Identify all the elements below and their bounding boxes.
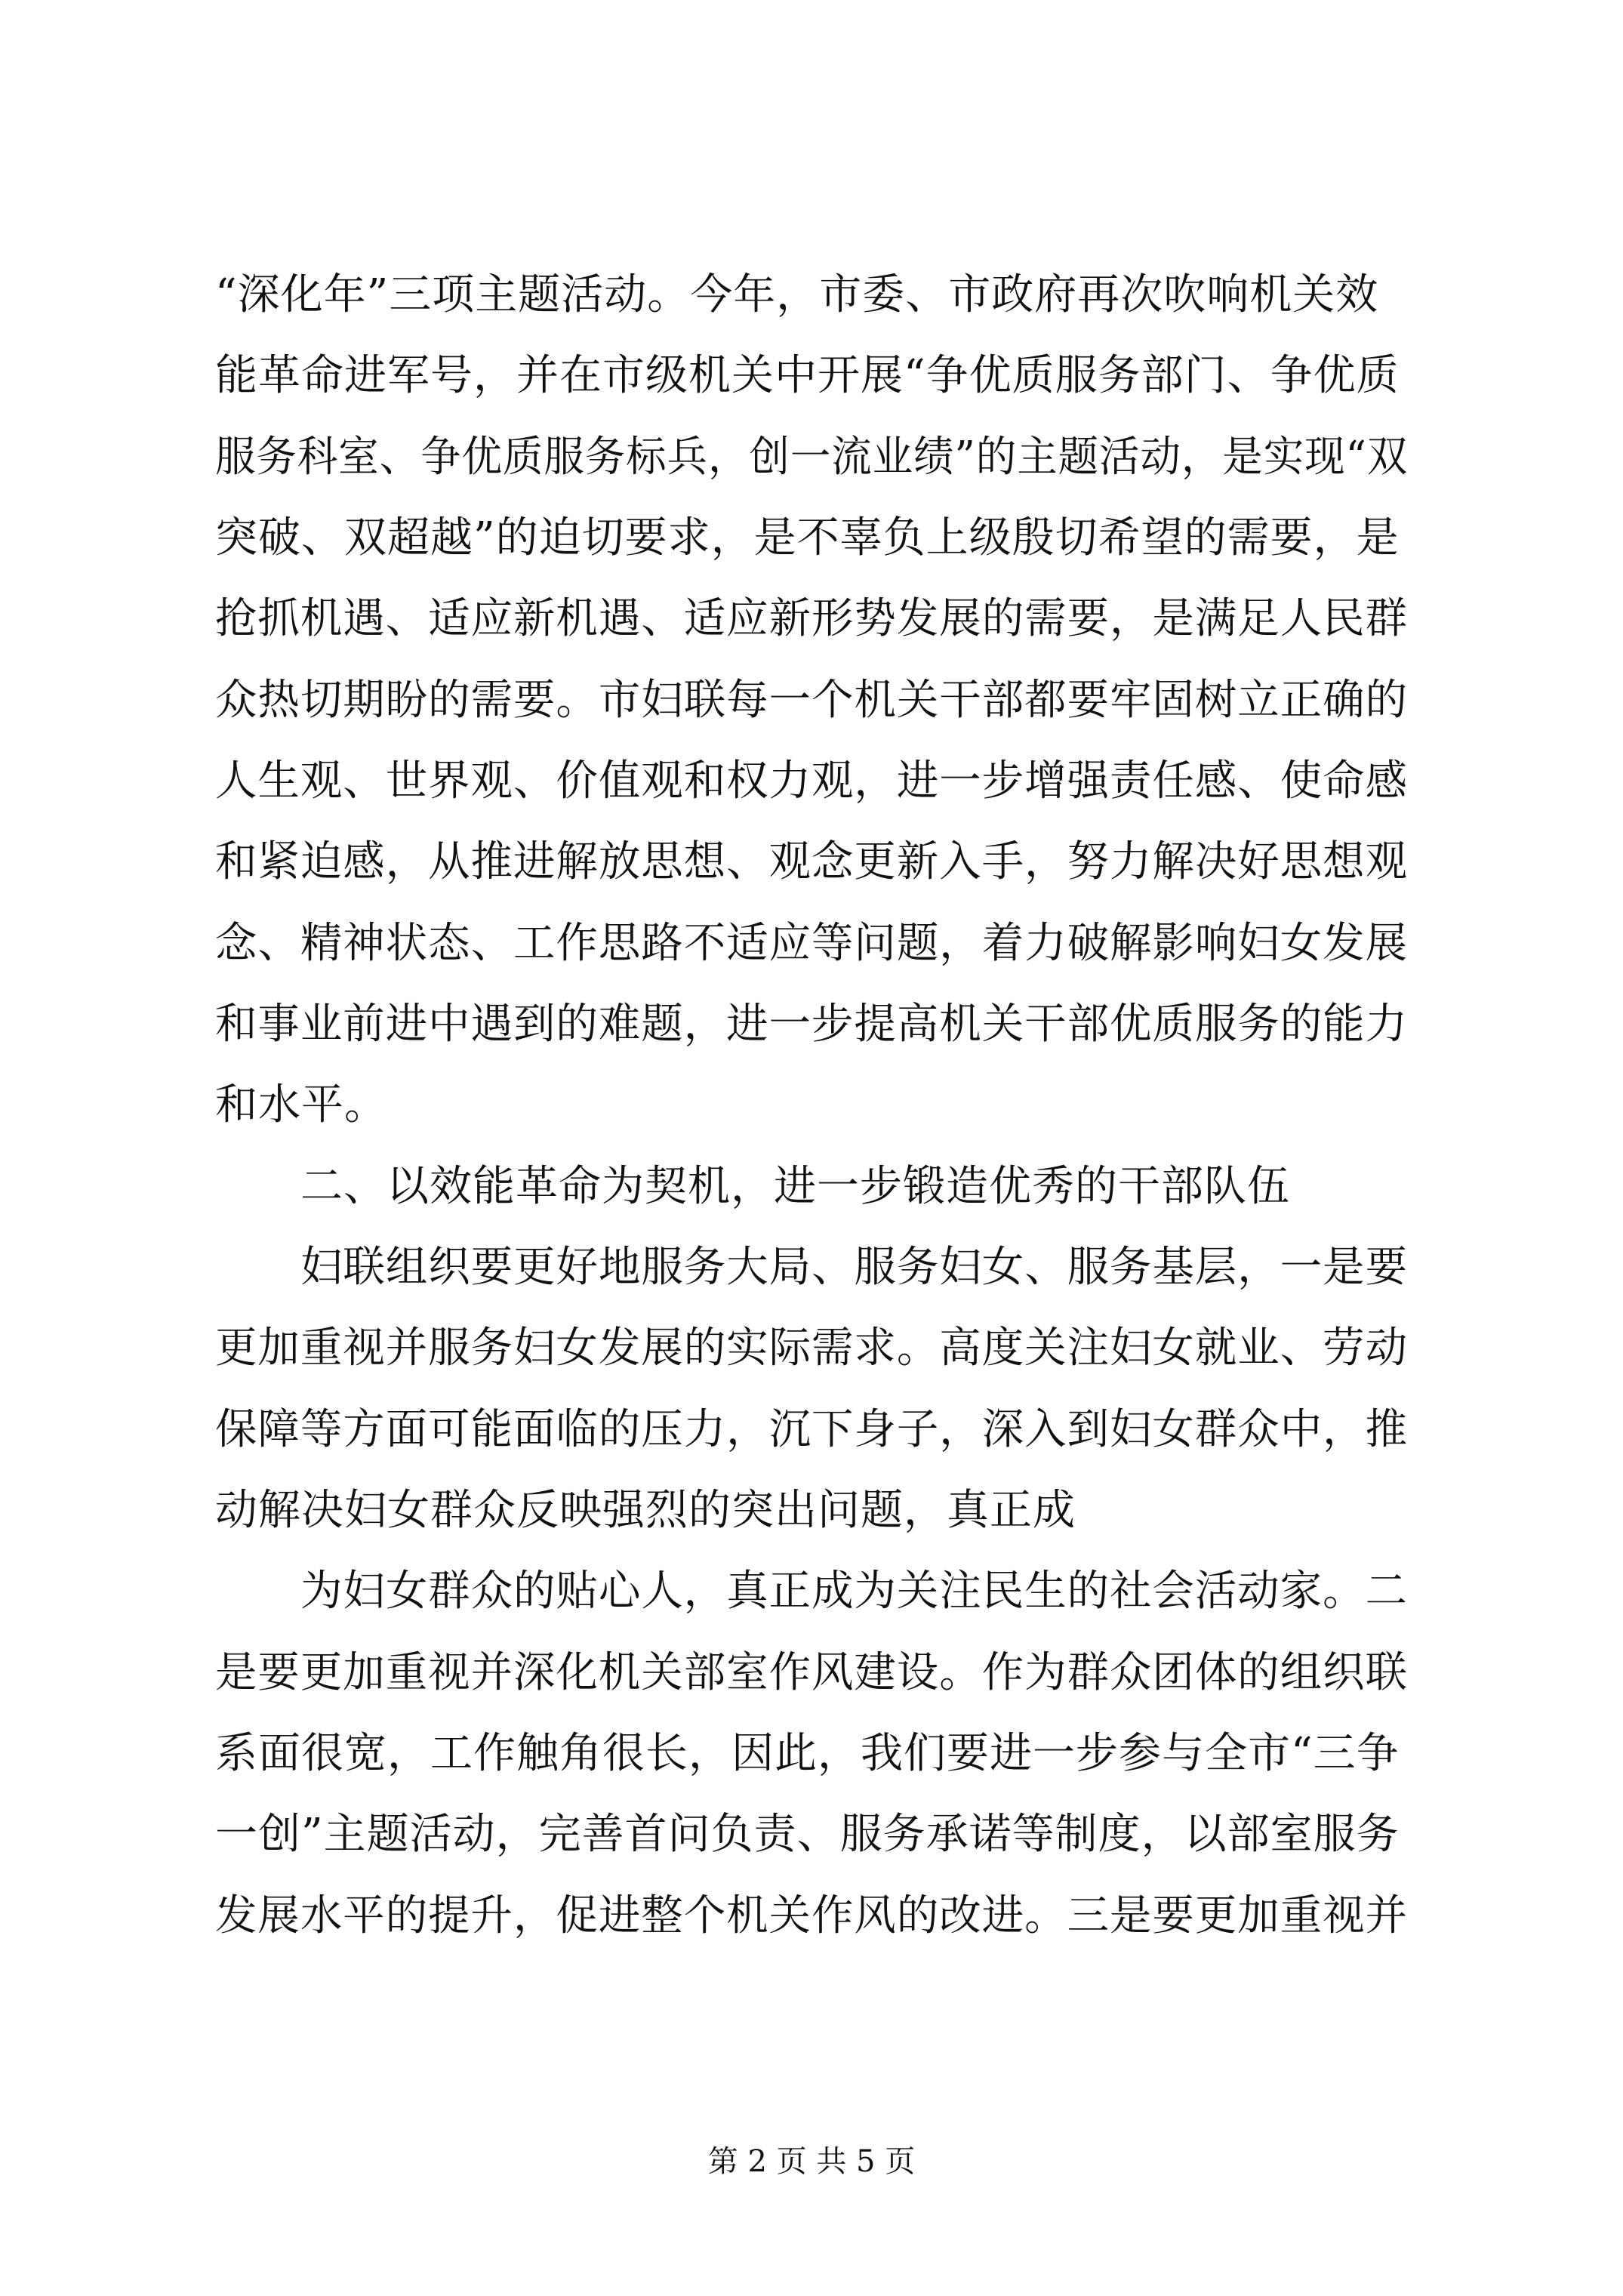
paragraph-1-line-6: 众热切期盼的需要。市妇联每一个机关干部都要牢固树立正确的: [215, 676, 1408, 725]
page-footer: 第 2 页 共 5 页: [707, 2144, 916, 2179]
section-heading: 二、以效能革命为契机，进一步锻造优秀的干部队伍: [300, 1162, 1290, 1211]
paragraph-1-line-4: 突破、双超越”的迫切要求，是不辜负上级殷切希望的需要，是: [215, 513, 1400, 562]
paragraph-3-line-3: 系面很宽，工作触角很长，因此，我们要进一步参与全市“三争: [215, 1729, 1400, 1778]
paragraph-1-line-1: “深化年”三项主题活动。今年，市委、市政府再次吹响机关效: [215, 270, 1379, 319]
paragraph-1-line-9: 念、精神状态、工作思路不适应等问题，着力破解影响妇女发展: [215, 919, 1408, 968]
paragraph-2-line-2: 更加重视并服务妇女发展的实际需求。高度关注妇女就业、劳动: [215, 1324, 1408, 1373]
paragraph-1-line-8: 和紧迫感，从推进解放思想、观念更新入手，努力解决好思想观: [215, 837, 1408, 886]
paragraph-1-line-2: 能革命进军号，并在市级机关中开展“争优质服务部门、争优质: [215, 351, 1400, 400]
paragraph-1-line-11: 和水平。: [215, 1080, 387, 1130]
paragraph-2-line-4: 动解决妇女群众反映强烈的突出问题，真正成: [215, 1486, 1076, 1535]
paragraph-3-line-4: 一创”主题活动，完善首问负责、服务承诺等制度，以部室服务: [215, 1810, 1400, 1859]
paragraph-1-line-7: 人生观、世界观、价值观和权力观，进一步增强责任感、使命感: [215, 757, 1408, 806]
paragraph-1-line-3: 服务科室、争优质服务标兵，创一流业绩”的主题活动，是实现“双: [215, 433, 1409, 482]
paragraph-1-line-10: 和事业前进中遇到的难题，进一步提高机关干部优质服务的能力: [215, 1000, 1408, 1049]
paragraph-3-line-1: 为妇女群众的贴心人，真正成为关注民生的社会活动家。二: [300, 1567, 1408, 1616]
paragraph-2-line-1: 妇联组织要更好地服务大局、服务妇女、服务基层，一是要: [300, 1243, 1408, 1292]
paragraph-3-line-2: 是要更加重视并深化机关部室作风建设。作为群众团体的组织联: [215, 1648, 1408, 1697]
paragraph-3-line-5: 发展水平的提升，促进整个机关作风的改进。三是要更加重视并: [215, 1891, 1408, 1940]
paragraph-2-line-3: 保障等方面可能面临的压力，沉下身子，深入到妇女群众中，推: [215, 1405, 1408, 1454]
paragraph-1-line-5: 抢抓机遇、适应新机遇、适应新形势发展的需要，是满足人民群: [215, 594, 1408, 643]
